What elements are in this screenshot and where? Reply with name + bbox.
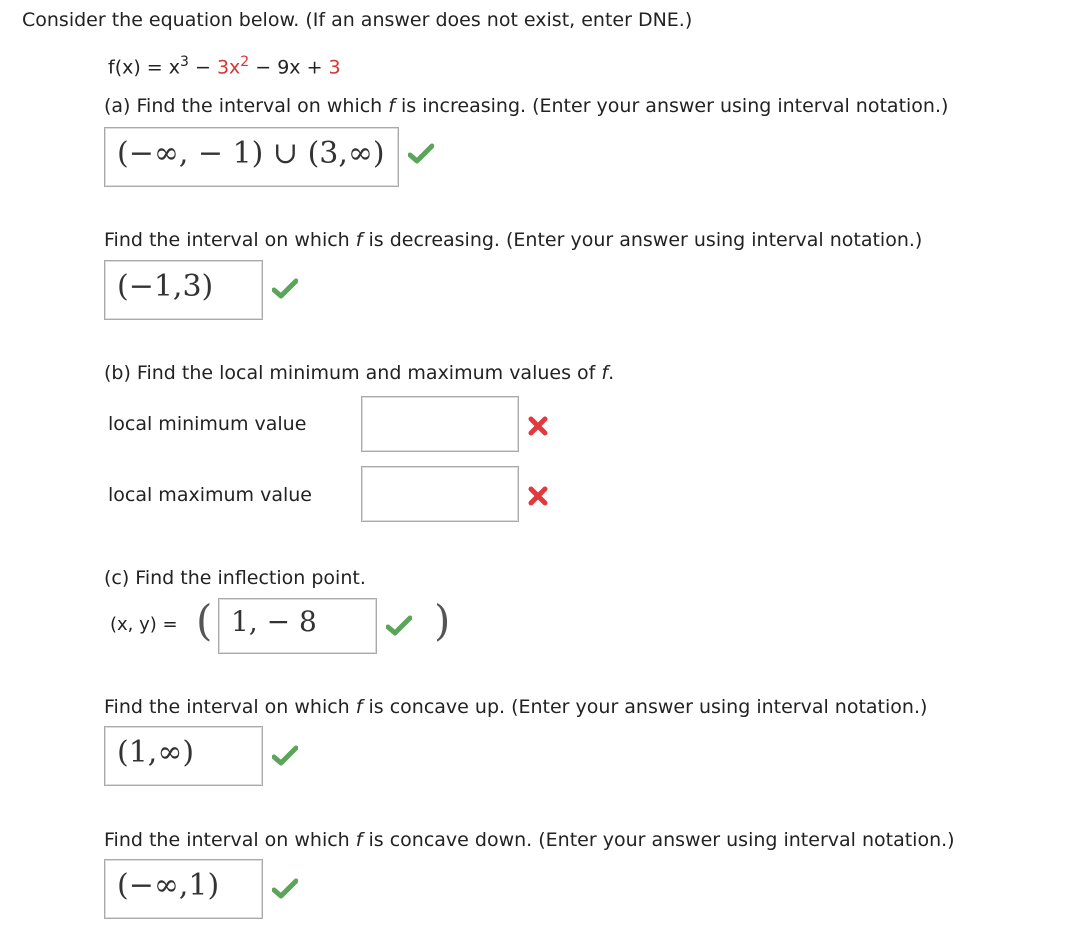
close-paren: ): [434, 596, 451, 645]
local-min-label: local minimum value: [108, 413, 307, 435]
equation-term2: 3x: [216, 56, 241, 79]
equation-exp2: 2: [240, 54, 250, 70]
inflection-answer-input[interactable]: [218, 598, 377, 654]
q-down-post: is concave down. (Enter your answer using interval notation.): [362, 829, 955, 851]
q-b-f: f: [601, 362, 609, 384]
q-up-pre: Find the interval on which: [104, 696, 356, 718]
question-decreasing: [104, 229, 922, 251]
q-b-pre: (b) Find the local minimum and maximum values of: [104, 362, 602, 384]
concave-up-answer-value: (1,∞): [117, 735, 195, 770]
concave-up-answer-input[interactable]: [104, 726, 263, 786]
intro-text: Consider the equation below. (If an answer does not exist, enter DNE.): [22, 9, 693, 31]
q-down-pre: Find the interval on which: [104, 829, 356, 851]
equation: [108, 54, 341, 78]
xy-label: (x, y) =: [110, 614, 178, 635]
q-dec-f: f: [355, 229, 363, 251]
q-dec-pre: Find the interval on which: [104, 229, 356, 251]
cross-icon: [528, 416, 548, 436]
equation-minus1: −: [188, 56, 217, 79]
question-local-extrema: [104, 362, 614, 384]
q-up-f: f: [355, 696, 363, 718]
q-dec-post: is decreasing. (Enter your answer using interval notation.): [362, 229, 923, 251]
check-icon: [386, 615, 412, 637]
equation-minus2: − 9x +: [249, 56, 329, 79]
q-down-f: f: [355, 829, 363, 851]
check-icon: [272, 278, 298, 300]
decreasing-answer-value: (−1,3): [117, 269, 214, 304]
local-max-label: local maximum value: [108, 484, 312, 506]
inflection-answer-value: 1, − 8: [231, 605, 317, 638]
equation-exp3: 3: [180, 54, 189, 70]
check-icon: [408, 143, 434, 165]
question-increasing: [104, 95, 948, 117]
cross-icon: [528, 486, 548, 506]
check-icon: [272, 878, 298, 900]
equation-const: 3: [328, 56, 341, 79]
concave-down-answer-input[interactable]: [104, 859, 263, 919]
concave-down-answer-value: (−∞,1): [117, 868, 220, 903]
q-inc-post: is increasing. (Enter your answer using interval notation.): [394, 95, 949, 117]
increasing-answer-input[interactable]: [104, 127, 399, 187]
equation-lhs: f(x) = x: [108, 56, 181, 79]
open-paren: (: [196, 596, 213, 645]
check-icon: [272, 745, 298, 767]
q-b-post: .: [608, 362, 615, 384]
question-inflection: (c) Find the inflection point.: [104, 567, 366, 589]
question-concave-down: [104, 829, 955, 851]
decreasing-answer-input[interactable]: [104, 260, 263, 320]
local-min-input[interactable]: [361, 396, 519, 452]
increasing-answer-value: (−∞, − 1) ∪ (3,∞): [117, 136, 385, 171]
q-inc-f: f: [388, 95, 395, 117]
q-inc-pre: (a) Find the interval on which: [104, 95, 389, 117]
question-concave-up: [104, 696, 927, 718]
local-max-input[interactable]: [361, 466, 519, 522]
q-up-post: is concave up. (Enter your answer using interval notation.): [362, 696, 928, 718]
